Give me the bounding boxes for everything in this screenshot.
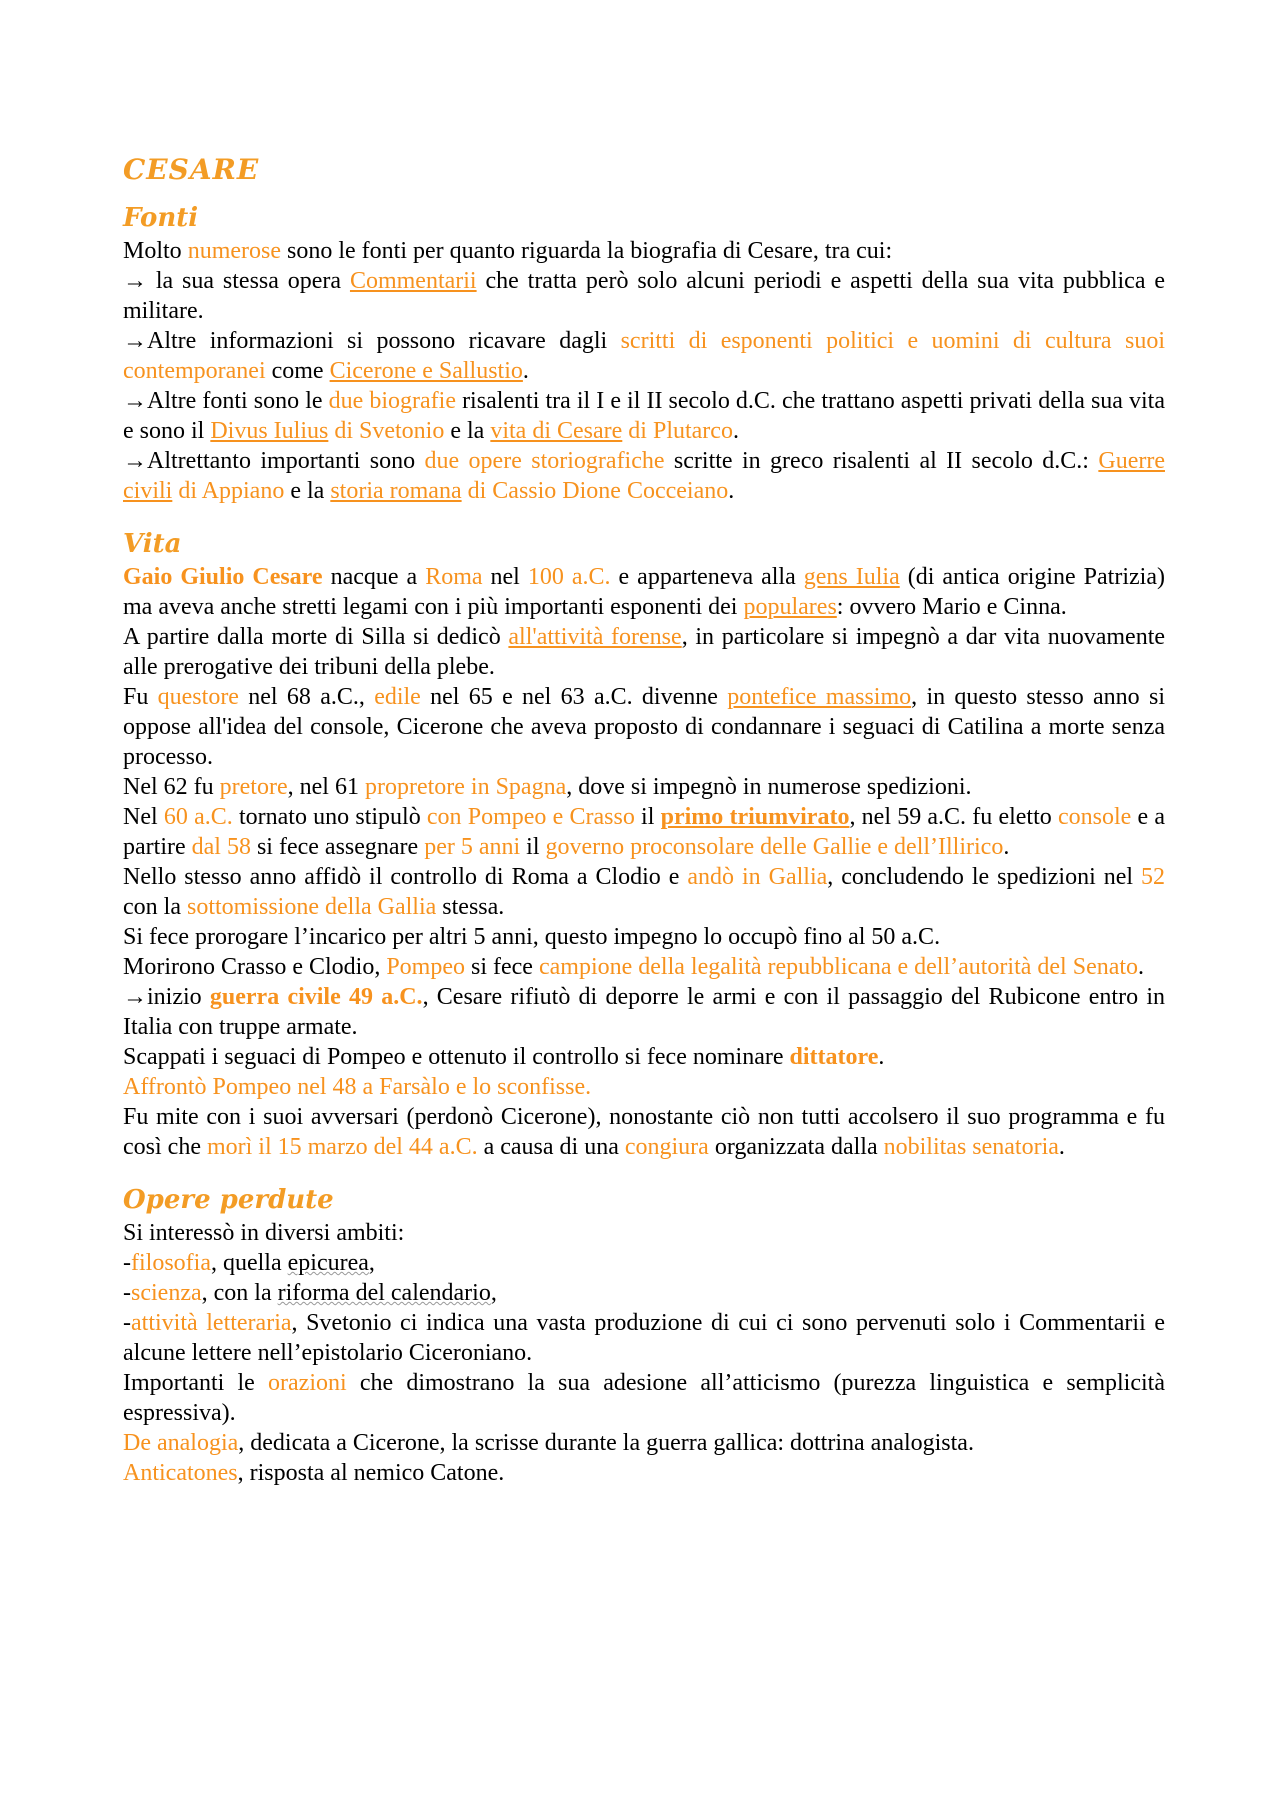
text-run: , nel 59 a.C. fu eletto [849, 804, 1058, 830]
text-run: . [1003, 834, 1010, 860]
text-run: Importanti le [123, 1370, 269, 1396]
text-run: Gaio Giulio Cesare [123, 564, 323, 590]
paragraph [123, 922, 1165, 952]
paragraph [123, 802, 1165, 862]
text-run: propretore in Spagna [364, 774, 567, 800]
text-run: Divus Iulius [210, 418, 329, 444]
text-run: , dove si impegnò in numerose spedizioni. [566, 774, 972, 800]
text-run: (di antica origine Patrizia) ma aveva anche stretti legami con i più importanti esponenti dei [123, 564, 1165, 620]
text-run: . [878, 1044, 885, 1070]
text-run: questore [157, 684, 239, 710]
paragraph [123, 1042, 1165, 1072]
text-run: , nel 61 [287, 774, 365, 800]
paragraph [123, 236, 1165, 266]
paragraph [123, 266, 1165, 326]
text-run: console [1057, 804, 1132, 830]
paragraph [123, 1458, 1165, 1488]
text-run: . [1058, 1134, 1065, 1160]
text-run: governo proconsolare delle Gallie e dell’Illirico [545, 834, 1004, 860]
section-opere-perdute [123, 1182, 1165, 1488]
paragraph [123, 1428, 1165, 1458]
text-run: Nel 62 fu [123, 774, 220, 800]
text-run: gens Iulia [803, 564, 900, 590]
text-run: sono le fonti per quanto riguarda la biografia di Cesare, tra cui: [281, 238, 893, 264]
text-run: primo triumvirato [660, 804, 850, 830]
text-run: 60 a.C. [163, 804, 233, 830]
text-run: di Cassio Dione Cocceiano [461, 478, 729, 504]
list-item [123, 1248, 1165, 1278]
text-run: - [123, 1310, 131, 1336]
text-run: con Pompeo e Crasso [426, 804, 635, 830]
text-run: Pompeo [386, 954, 465, 980]
text-run: - [123, 1280, 131, 1306]
paragraph [123, 326, 1165, 386]
text-run: , in particolare si impegnò a dar vita nuovamente alle prerogative dei tribuni della plebe. [123, 624, 1166, 680]
text-run: , quella [210, 1250, 288, 1276]
text-run: : ovvero Mario e Cinna. [836, 594, 1067, 620]
text-run: Affrontò Pompeo nel 48 a Farsàlo e lo sconfisse. [123, 1074, 592, 1100]
text-run: 52 [1141, 864, 1165, 890]
text-run: come [265, 358, 330, 384]
text-run: andò in Gallia [687, 864, 828, 890]
list-item [123, 1308, 1165, 1368]
text-run: con la [123, 894, 187, 920]
text-run: pontefice massimo [727, 684, 912, 710]
text-run: sottomissione della Gallia [186, 894, 437, 920]
document-title: CESARE [123, 153, 260, 186]
paragraph [123, 1218, 1165, 1248]
text-run: scritte in greco risalenti al II secolo d.C.: [664, 448, 1099, 474]
text-run: →Altre fonti sono le [123, 388, 329, 414]
paragraph [123, 1368, 1165, 1428]
text-run: , con la [201, 1280, 278, 1306]
text-run: di Plutarco [622, 418, 733, 444]
paragraph [123, 622, 1165, 682]
text-run: nel 68 a.C., [238, 684, 375, 710]
section-heading-fonti: Fonti [123, 203, 199, 233]
text-run: dittatore [789, 1044, 879, 1070]
text-run: e a partire [123, 804, 1166, 860]
text-run: Si fece prorogare l’incarico per altri 5 anni, questo impegno lo occupò fino al 50 a.C. [123, 924, 941, 950]
text-run: . [732, 418, 739, 444]
text-run: , Cesare rifiutò di deporre le armi e con il passaggio del Rubicone entro in Italia con truppe armate. [123, 984, 1165, 1040]
text-run: risalenti tra il I e il II secolo d.C. che trattano aspetti privati della sua vita e sono il [123, 388, 1165, 444]
text-run: all'attività forense [508, 624, 682, 650]
text-run: morì il 15 marzo del 44 a.C. [206, 1134, 478, 1160]
text-run: Nello stesso anno affidò il controllo di Roma a Clodio e [123, 864, 688, 890]
text-run: due opere storiografiche [424, 448, 665, 474]
text-run: organizzata dalla [708, 1134, 884, 1160]
text-run: , concludendo le spedizioni nel [827, 864, 1141, 890]
text-run: congiura [624, 1134, 709, 1160]
paragraph [123, 446, 1165, 506]
paragraph [123, 1072, 1165, 1102]
text-run: , dedicata a Cicerone, la scrisse durante la guerra gallica: dottrina analogista. [238, 1430, 974, 1456]
text-run: Si interessò in diversi ambiti: [123, 1220, 405, 1246]
paragraph [123, 952, 1165, 982]
text-run: edile [374, 684, 421, 710]
text-run: →Altrettanto importanti sono [123, 448, 425, 474]
text-run: nacque a [322, 564, 426, 590]
text-run: orazioni [268, 1370, 347, 1396]
document-body [123, 150, 1165, 1508]
text-run: dal 58 [191, 834, 251, 860]
text-run: il [520, 834, 546, 860]
text-run: che tratta però solo alcuni periodi e aspetti della sua vita pubblica e militare. [123, 268, 1165, 324]
text-run: Commentarii [349, 268, 477, 294]
text-run: Guerre civili [123, 448, 1165, 504]
text-run: scritti di esponenti politici e uomini di cultura suoi contemporanei [123, 328, 1165, 384]
paragraph [123, 682, 1165, 772]
text-run: . [728, 478, 735, 504]
paragraph [123, 862, 1165, 922]
text-run: Nel [123, 804, 164, 830]
text-run: Anticatones [123, 1460, 238, 1486]
text-run: e apparteneva alla [610, 564, 804, 590]
text-run: di Appiano [172, 478, 285, 504]
text-run: vita di Cesare [490, 418, 623, 444]
text-run: . [522, 358, 529, 384]
text-run: Scappati i seguaci di Pompeo e ottenuto il controllo si fece nominare [123, 1044, 790, 1070]
text-run: a causa di una [477, 1134, 625, 1160]
text-run: guerra civile 49 a.C. [209, 984, 423, 1010]
text-run: campione della legalità repubblicana e dell’autorità del Senato [538, 954, 1139, 980]
paragraph [123, 1102, 1165, 1162]
text-run: stessa. [436, 894, 505, 920]
text-run: si fece assegnare [250, 834, 425, 860]
text-run: → la sua stessa opera [123, 268, 350, 294]
text-run: nobilitas senatoria [883, 1134, 1059, 1160]
list-item [123, 1278, 1165, 1308]
text-run: , risposta al nemico Catone. [237, 1460, 505, 1486]
paragraph [123, 772, 1165, 802]
text-run: Cicerone e Sallustio [329, 358, 523, 384]
text-run: Molto [123, 238, 188, 264]
text-run: epicurea [287, 1250, 369, 1276]
paragraph [123, 562, 1165, 622]
text-run: attività letteraria [131, 1310, 292, 1336]
text-run: Morirono Crasso e Clodio, [123, 954, 387, 980]
text-run: , in questo stesso anno si oppose all'idea del console, Cicerone che aveva proposto di condannare i seguaci di Catilina a morte senza processo. [123, 684, 1165, 770]
text-run: nel [482, 564, 528, 590]
text-run: →Altre informazioni si possono ricavare dagli [123, 328, 621, 354]
text-run: , Svetonio ci indica una vasta produzione di cui ci sono pervenuti solo i Commentarii e alcune lettere nell’epistolario Ciceroniano. [123, 1310, 1165, 1366]
section-fonti [123, 200, 1165, 506]
text-run: →inizio [123, 984, 210, 1010]
section-vita [123, 526, 1165, 1162]
text-run: , [368, 1250, 375, 1276]
text-run: Roma [425, 564, 483, 590]
text-run: 100 a.C. [527, 564, 611, 590]
text-run: si fece [465, 954, 539, 980]
text-run: e la [284, 478, 331, 504]
section-heading-opere-perdute: Opere perdute [123, 1185, 334, 1215]
text-run: storia romana [330, 478, 462, 504]
text-run: che dimostrano la sua adesione all’atticismo (purezza linguistica e semplicità espressiva). [123, 1370, 1165, 1426]
text-run: , [490, 1280, 497, 1306]
text-run: De analogia [123, 1430, 239, 1456]
text-run: nel 65 e nel 63 a.C. divenne [420, 684, 728, 710]
text-run: populares [743, 594, 837, 620]
text-run: filosofia [131, 1250, 211, 1276]
paragraph [123, 982, 1165, 1042]
text-run: Fu mite con i suoi avversari (perdonò Cicerone), nonostante ciò non tutti accolsero il suo programma e fu così che [123, 1104, 1165, 1160]
text-run: Fu [123, 684, 158, 710]
text-run: tornato uno stipulò [232, 804, 427, 830]
text-run: di Svetonio [328, 418, 445, 444]
section-heading-vita: Vita [123, 529, 182, 559]
paragraph [123, 386, 1165, 446]
text-run: riforma del calendario [277, 1280, 491, 1306]
text-run: - [123, 1250, 131, 1276]
text-run: numerose [187, 238, 281, 264]
text-run: due biografie [328, 388, 456, 414]
text-run: scienza [131, 1280, 202, 1306]
text-run: . [1138, 954, 1145, 980]
text-run: pretore [219, 774, 288, 800]
text-run: per 5 anni [424, 834, 521, 860]
text-run: e la [444, 418, 491, 444]
text-run: A partire dalla morte di Silla si dedicò [123, 624, 509, 650]
text-run: il [634, 804, 661, 830]
